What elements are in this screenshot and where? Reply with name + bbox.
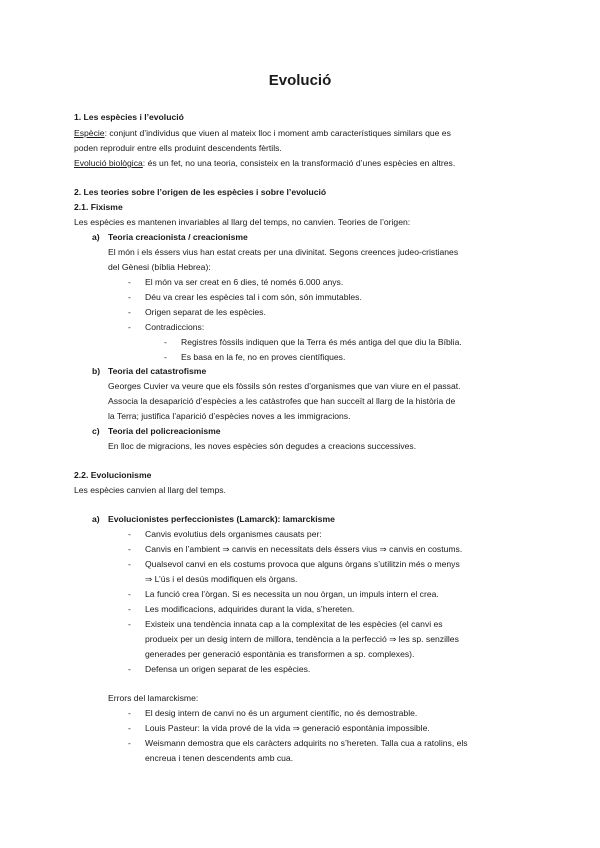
bullet: -: [164, 352, 167, 362]
list-item: Contradiccions:: [145, 322, 205, 332]
list-item-continuation: produeix per un desig intern de millora, tendència a la perfecció ⇒ les sp. senzilles: [145, 634, 459, 644]
list-marker-b: b): [92, 366, 101, 376]
bullet: -: [128, 708, 131, 718]
list-item: Defensa un origen separat de les espècies.: [145, 664, 311, 674]
bullet: -: [128, 322, 131, 332]
bullet: -: [128, 619, 131, 629]
especie-definition-line-1: [74, 126, 451, 141]
list-item: Existeix una tendència innata cap a la complexitat de les espècies (el canvi es: [145, 619, 443, 629]
list-item: El desig intern de canvi no és un argument científic, no és demostrable.: [145, 708, 418, 718]
policreacionisme-text: En lloc de migracions, les noves espècies són degudes a creacions successives.: [108, 441, 417, 451]
bullet: -: [164, 337, 167, 347]
list-marker-a: a): [92, 232, 100, 242]
creacionisme-text-line-2: del Gènesi (bíblia Hebrea):: [108, 262, 211, 272]
catastrofisme-text-line-2: Associa la desaparició d’espècies a les catàstrofes que han succeït al llarg de la història de: [108, 396, 456, 406]
list-item-continuation: encreua i tenen descendents amb cua.: [145, 753, 294, 763]
evolucio-term: Evolució biològica: [74, 158, 143, 168]
bullet: -: [128, 529, 131, 539]
list-item: Weismann demostra que els caràcters adquirits no s’hereten. Talla cua a ratolins, els: [145, 738, 468, 748]
list-item-continuation: ⇒ L’ús i el desús modifiquen els òrgans.: [145, 574, 298, 584]
errors-label: Errors del lamarckisme:: [108, 693, 199, 703]
bullet: -: [128, 277, 131, 287]
bullet: -: [128, 544, 131, 554]
policreacionisme-title: Teoria del policreacionisme: [108, 426, 221, 436]
catastrofisme-title: Teoria del catastrofisme: [108, 366, 207, 376]
list-item: Canvis evolutius dels organismes causats per:: [145, 529, 322, 539]
section-2-heading: 2. Les teories sobre l’origen de les espècies i sobre l’evolució: [74, 187, 327, 197]
list-item: Qualsevol canvi en els costums provoca que alguns òrgans s’utilitzin més o menys: [145, 559, 460, 569]
lamarckisme-title: Evolucionistes perfeccionistes (Lamarck): lamarckisme: [108, 514, 335, 524]
list-item: Origen separat de les espècies.: [145, 307, 266, 317]
bullet: -: [128, 664, 131, 674]
list-marker-c: c): [92, 426, 100, 436]
catastrofisme-text-line-1: Georges Cuvier va veure que els fòssils són restes d’organismes que van viure en el passat.: [108, 381, 461, 391]
sub-list-item: Registres fòssils indiquen que la Terra és més antiga del que diu la Bíblia.: [181, 337, 462, 347]
list-item: El món va ser creat en 6 dies, té només 6.000 anys.: [145, 277, 344, 287]
list-marker-a: a): [92, 514, 100, 524]
evolucio-definition-line: [74, 156, 455, 171]
list-item: Canvis en l’ambient ⇒ canvis en necessitats dels éssers vius ⇒ canvis en costums.: [145, 544, 463, 554]
catastrofisme-text-line-3: la Terra; justifica l’aparició d’espècies noves a les immigracions.: [108, 411, 351, 421]
bullet: -: [128, 604, 131, 614]
bullet: -: [128, 559, 131, 569]
bullet: -: [128, 738, 131, 748]
especie-definition: : conjunt d’individus que viuen al mateix lloc i moment amb característiques similars que es: [104, 128, 451, 138]
especie-term: Espècie: [74, 128, 105, 138]
creacionisme-title: Teoria creacionista / creacionisme: [108, 232, 248, 242]
list-item: Louis Pasteur: la vida prové de la vida ⇒ generació espontània impossible.: [145, 723, 430, 733]
list-item: La funció crea l’òrgan. Si es necessita un nou òrgan, un impuls intern el crea.: [145, 589, 439, 599]
bullet: -: [128, 292, 131, 302]
especie-definition-line-2: poden reproduir entre ells produint descendents fèrtils.: [74, 143, 282, 153]
fixisme-heading: 2.1. Fixisme: [74, 202, 123, 212]
list-item: Déu va crear les espècies tal i com són, són immutables.: [145, 292, 362, 302]
bullet: -: [128, 307, 131, 317]
bullet: -: [128, 723, 131, 733]
list-item-continuation: generades per generació espontània es transformen a sp. complexes).: [145, 649, 415, 659]
sub-list-item: Es basa en la fe, no en proves científiques.: [181, 352, 346, 362]
evolucio-definition: : és un fet, no una teoria, consisteix en la transformació d’unes espècies en altres.: [142, 158, 456, 168]
list-item: Les modificacions, adquirides durant la vida, s’hereten.: [145, 604, 355, 614]
evolucionisme-heading: 2.2. Evolucionisme: [74, 470, 152, 480]
bullet: -: [128, 589, 131, 599]
page-title: Evolució: [268, 72, 332, 89]
section-1-heading: 1. Les espècies i l’evolució: [74, 112, 184, 122]
creacionisme-text-line-1: El món i els éssers vius han estat creats per una divinitat. Segons creences judeo-cristianes: [108, 247, 459, 257]
evolucionisme-intro: Les espècies canvien al llarg del temps.: [74, 485, 226, 495]
fixisme-intro: Les espècies es mantenen invariables al llarg del temps, no canvien. Teories de l’origen:: [74, 217, 411, 227]
